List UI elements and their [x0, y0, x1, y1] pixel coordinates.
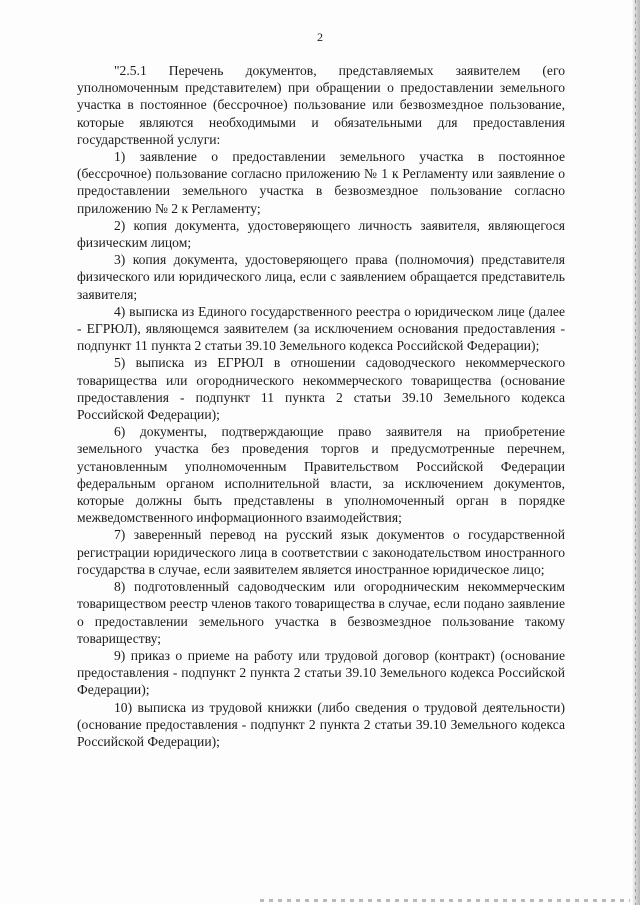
scan-edge-right [632, 0, 640, 905]
list-item-6: 6) документы, подтверждающие право заявителя на приобретение земельного участка без проведения торгов и предусмотренные перечнем, установленным уполномоченным Правительством Российской Федерации федеральным органом исполнительной власти, за исключением документов, которые должны быть представлены в уполномоченный орган в порядке межведомственного информационного взаимодействия; [77, 424, 565, 526]
list-item-2: 2) копия документа, удостоверяющего личность заявителя, являющегося физическим лицом; [77, 217, 565, 251]
list-item-9: 9) приказ о приеме на работу или трудовой договор (контракт) (основание предоставления - подпункт 2 пункта 2 статьи 39.10 Земельного кодекса Российской Федерации); [77, 647, 565, 698]
list-item-1: 1) заявление о предоставлении земельного участка в постоянное (бессрочное) пользование согласно приложению № 1 к Регламенту или заявление о предоставлении земельного участка в безвозмездное пользование согласно приложению № 2 к Регламенту; [77, 149, 565, 216]
list-item-4: 4) выписка из Единого государственного реестра о юридическом лице (далее - ЕГРЮЛ), являющемся заявителем (за исключением основания предоставления - подпункт 11 пункта 2 статьи 39.10 Земельного кодекса Российской Федерации); [77, 303, 565, 354]
list-item-5: 5) выписка из ЕГРЮЛ в отношении садоводческого некоммерческого товарищества или огороднического некоммерческого товарищества (основание предоставления - подпункт 11 пункта 2 статьи 39.10 Земельного кодекса Российской Федерации); [77, 355, 565, 423]
list-item-10: 10) выписка из трудовой книжки (либо сведения о трудовой деятельности) (основание предоставления - подпункт 2 пункта 2 статьи 39.10 Земельного кодекса Российской Федерации); [77, 699, 565, 749]
section-heading-paragraph: "2.5.1 Перечень документов, представляемых заявителем (его уполномоченным представителем) при обращении о предоставлении земельного участка в постоянное (бессрочное) пользование или безвозмездное пользование, которые являются необходимыми и обязательными для предоставления государственной услуги: [77, 63, 565, 147]
document-body [77, 62, 565, 750]
list-item-7: 7) заверенный перевод на русский язык документов о государственной регистрации юридического лица в соответствии с законодательством иностранного государства в случае, если заявителем является иностранное юридическое лицо; [77, 527, 565, 577]
list-item-8: 8) подготовленный садоводческим или огородническим некоммерческим товариществом реестр членов такого товарищества в случае, если подано заявление о предоставлении земельного участка в безвозмездное пользование такому товариществу; [77, 579, 565, 646]
page-number: 2 [317, 30, 323, 44]
scan-edge-bottom [260, 899, 630, 902]
list-item-3: 3) копия документа, удостоверяющего права (полномочия) представителя физического или юридического лица, если с заявлением обращается представитель заявителя; [77, 252, 565, 302]
